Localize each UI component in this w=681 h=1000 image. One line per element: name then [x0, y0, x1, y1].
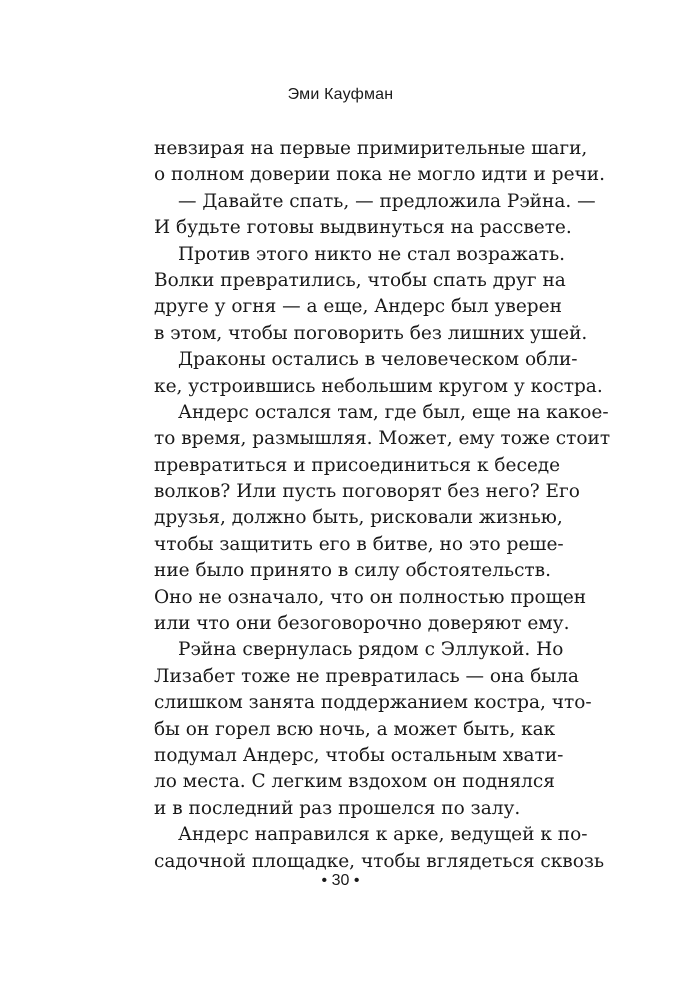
- text-line: или что они безоговорочно доверяют ему.: [154, 613, 570, 635]
- text-line: бы он горел всю ночь, а может быть, как: [154, 718, 556, 740]
- text-line: чтобы защитить его в битве, но это реше-: [154, 533, 564, 555]
- text-line: друзья, должно быть, рисковали жизнью,: [154, 507, 563, 529]
- text-line: ло места. С легким вздохом он поднялся: [154, 771, 555, 793]
- text-line: слишком занята поддержанием костра, что-: [154, 692, 592, 714]
- text-line: — Давайте спать, — предложила Рэйна. —: [178, 190, 596, 212]
- text-line: И будьте готовы выдвинуться на рассвете.: [154, 217, 572, 239]
- text-line: о полном доверии пока не могло идти и речи.: [154, 164, 605, 186]
- text-line: Драконы остались в человеческом обли-: [178, 349, 578, 371]
- text-line: садочной площадке, чтобы вглядеться сквозь: [154, 850, 605, 872]
- text-line: подумал Андерс, чтобы остальным хвати-: [154, 744, 564, 766]
- page-number: • 30 •: [321, 872, 360, 889]
- text-line: Оно не означало, что он полностью прощен: [154, 586, 587, 608]
- text-line: превратиться и присоединиться к беседе: [154, 454, 561, 476]
- text-line: Волки превратились, чтобы спать друг на: [154, 269, 566, 291]
- body-text: [154, 136, 611, 875]
- text-line: Рэйна свернулась рядом с Эллукой. Но: [178, 639, 564, 661]
- text-line: друге у огня — а еще, Андерс был уверен: [154, 296, 562, 318]
- text-line: в этом, чтобы поговорить без лишних ушей.: [154, 322, 588, 344]
- running-head-author: Эми Кауфман: [287, 86, 394, 103]
- text-line: невзирая на первые примирительные шаги,: [154, 138, 588, 159]
- text-line: то время, размышляя. Может, ему тоже стоит: [154, 428, 611, 450]
- text-line: и в последний раз прошелся по залу.: [154, 797, 521, 819]
- text-line: Лизабет тоже не превратилась — она была: [154, 665, 579, 687]
- text-line: ке, устроившись небольшим кругом у костра.: [154, 375, 603, 397]
- text-line: Против этого никто не стал возражать.: [178, 243, 566, 265]
- text-line: ние было принято в силу обстоятельств.: [154, 560, 551, 582]
- text-line: волков? Или пусть поговорят без него? Его: [154, 481, 580, 503]
- text-line: Андерс остался там, где был, еще на какое-: [178, 401, 609, 423]
- text-line: Андерс направился к арке, ведущей к по-: [178, 824, 588, 846]
